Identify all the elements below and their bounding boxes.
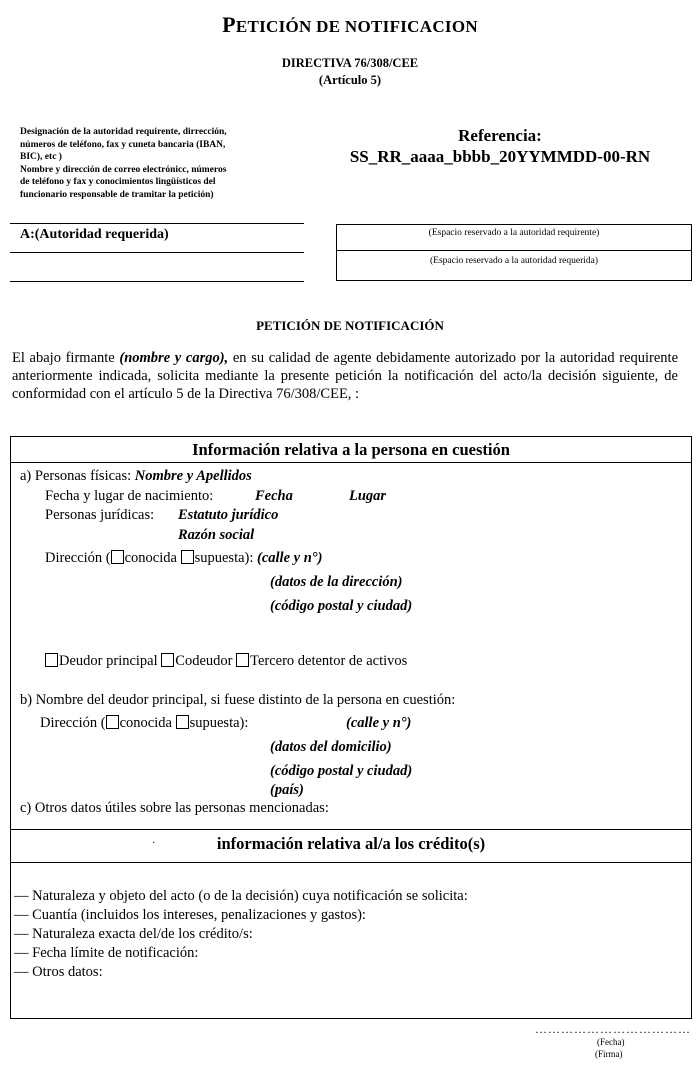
sign-label: (Firma) [595,1049,623,1059]
birth-label: Fecha y lugar de nacimiento: [45,488,214,504]
legal-label: Personas jurídicas: [45,507,155,523]
reserved-divider [336,250,692,251]
dot-mark: · [152,838,156,849]
person-heading: Información relativa a la persona en cuestión [192,440,510,459]
legal-name: Razón social [178,527,255,543]
legal-status: Estatuto jurídico [178,507,279,523]
b-country: (país) [270,782,304,798]
credit-item: — Cuantía (incluidos los intereses, penalizaciones y gastos): [14,907,366,923]
supposed-checkbox[interactable] [181,550,194,564]
recipient-line[interactable] [10,281,304,282]
postal-city: (código postal y ciudad) [270,598,413,614]
address-row: Dirección ( conocida supuesta): (calle y n°) [45,550,323,566]
main-debtor-label: b) Nombre del deudor principal, si fuese distinto de la persona en cuestión: [20,692,456,708]
page-title: PETICIÓN DE NOTIFICACION [222,12,478,37]
credit-item: — Naturaleza y objeto del acto (o de la decisión) cuya notificación se solicita: [14,888,468,904]
divider [10,829,692,830]
reserved-requesting: (Espacio reservado a la autoridad requirente) [428,228,600,238]
credit-item: — Otros datos: [14,964,103,980]
known-checkbox[interactable] [111,550,124,564]
main-debtor-checkbox[interactable] [45,653,58,667]
section-subtitle: PETICIÓN DE NOTIFICACIÓN [256,318,444,333]
reference-label: Referencia: [458,126,542,145]
b-street: (calle y n°) [346,715,412,731]
b-domicile: (datos del domicilio) [270,739,392,755]
recipient-line[interactable] [10,252,304,253]
role-row: Deudor principal Codeudor Tercero detentor de activos [45,652,407,670]
credit-item: — Fecha límite de notificación: [14,945,199,961]
third-party-checkbox[interactable] [236,653,249,667]
divider [10,462,692,463]
date-label: (Fecha) [597,1037,625,1047]
b-postal-city: (código postal y ciudad) [270,763,413,779]
credit-item: — Naturaleza exacta del/de los crédito/s: [14,926,253,942]
divider [10,862,692,863]
other-data-label: c) Otros datos útiles sobre las personas mencionadas: [20,800,329,816]
intro-paragraph: El abajo firmante (nombre y cargo), en su calidad de agente debidamente autorizado por la autoridad requirente anteriormente indicada, solicita mediante la presente petición la notificación del acto/la decisión siguiente, de conformidad con el artículo 5 de la Directiva 76/308/CEE, : [12,350,679,402]
divider [10,223,304,224]
birth-date: Fecha [255,488,293,504]
natural-persons-row: a) Personas físicas: Nombre y Apellidos [20,468,252,484]
b-supposed-checkbox[interactable] [176,715,189,729]
b-known-checkbox[interactable] [106,715,119,729]
b-address-row: Dirección ( conocida supuesta): [40,715,249,731]
directive-label: DIRECTIVA 76/308/CEE [281,56,419,70]
recipient-label: A:(Autoridad requerida) [20,227,169,242]
article-label: (Artículo 5) [318,73,382,87]
signature-line[interactable]: ……………………………… [535,1022,691,1036]
co-debtor-checkbox[interactable] [161,653,174,667]
birth-place: Lugar [349,488,387,504]
authority-description: Designación de la autoridad requirente, dirrección, números de teléfono, fax y cuneta bancaria (IBAN, BIC), etc ) Nombre y dirección de correo electrónicc, números de teléfono y fax y conocimientos lingüísticos del funcionario responsable de tramitar la petición) [20,127,227,200]
reference-value: SS_RR_aaaa_bbbb_20YYMMDD-00-RN [349,147,651,166]
credit-heading: información relativa al/a los crédito(s) [216,834,486,853]
reserved-requested: (Espacio reservado a la autoridad requerida) [429,256,598,266]
address-data: (datos de la dirección) [270,574,403,590]
